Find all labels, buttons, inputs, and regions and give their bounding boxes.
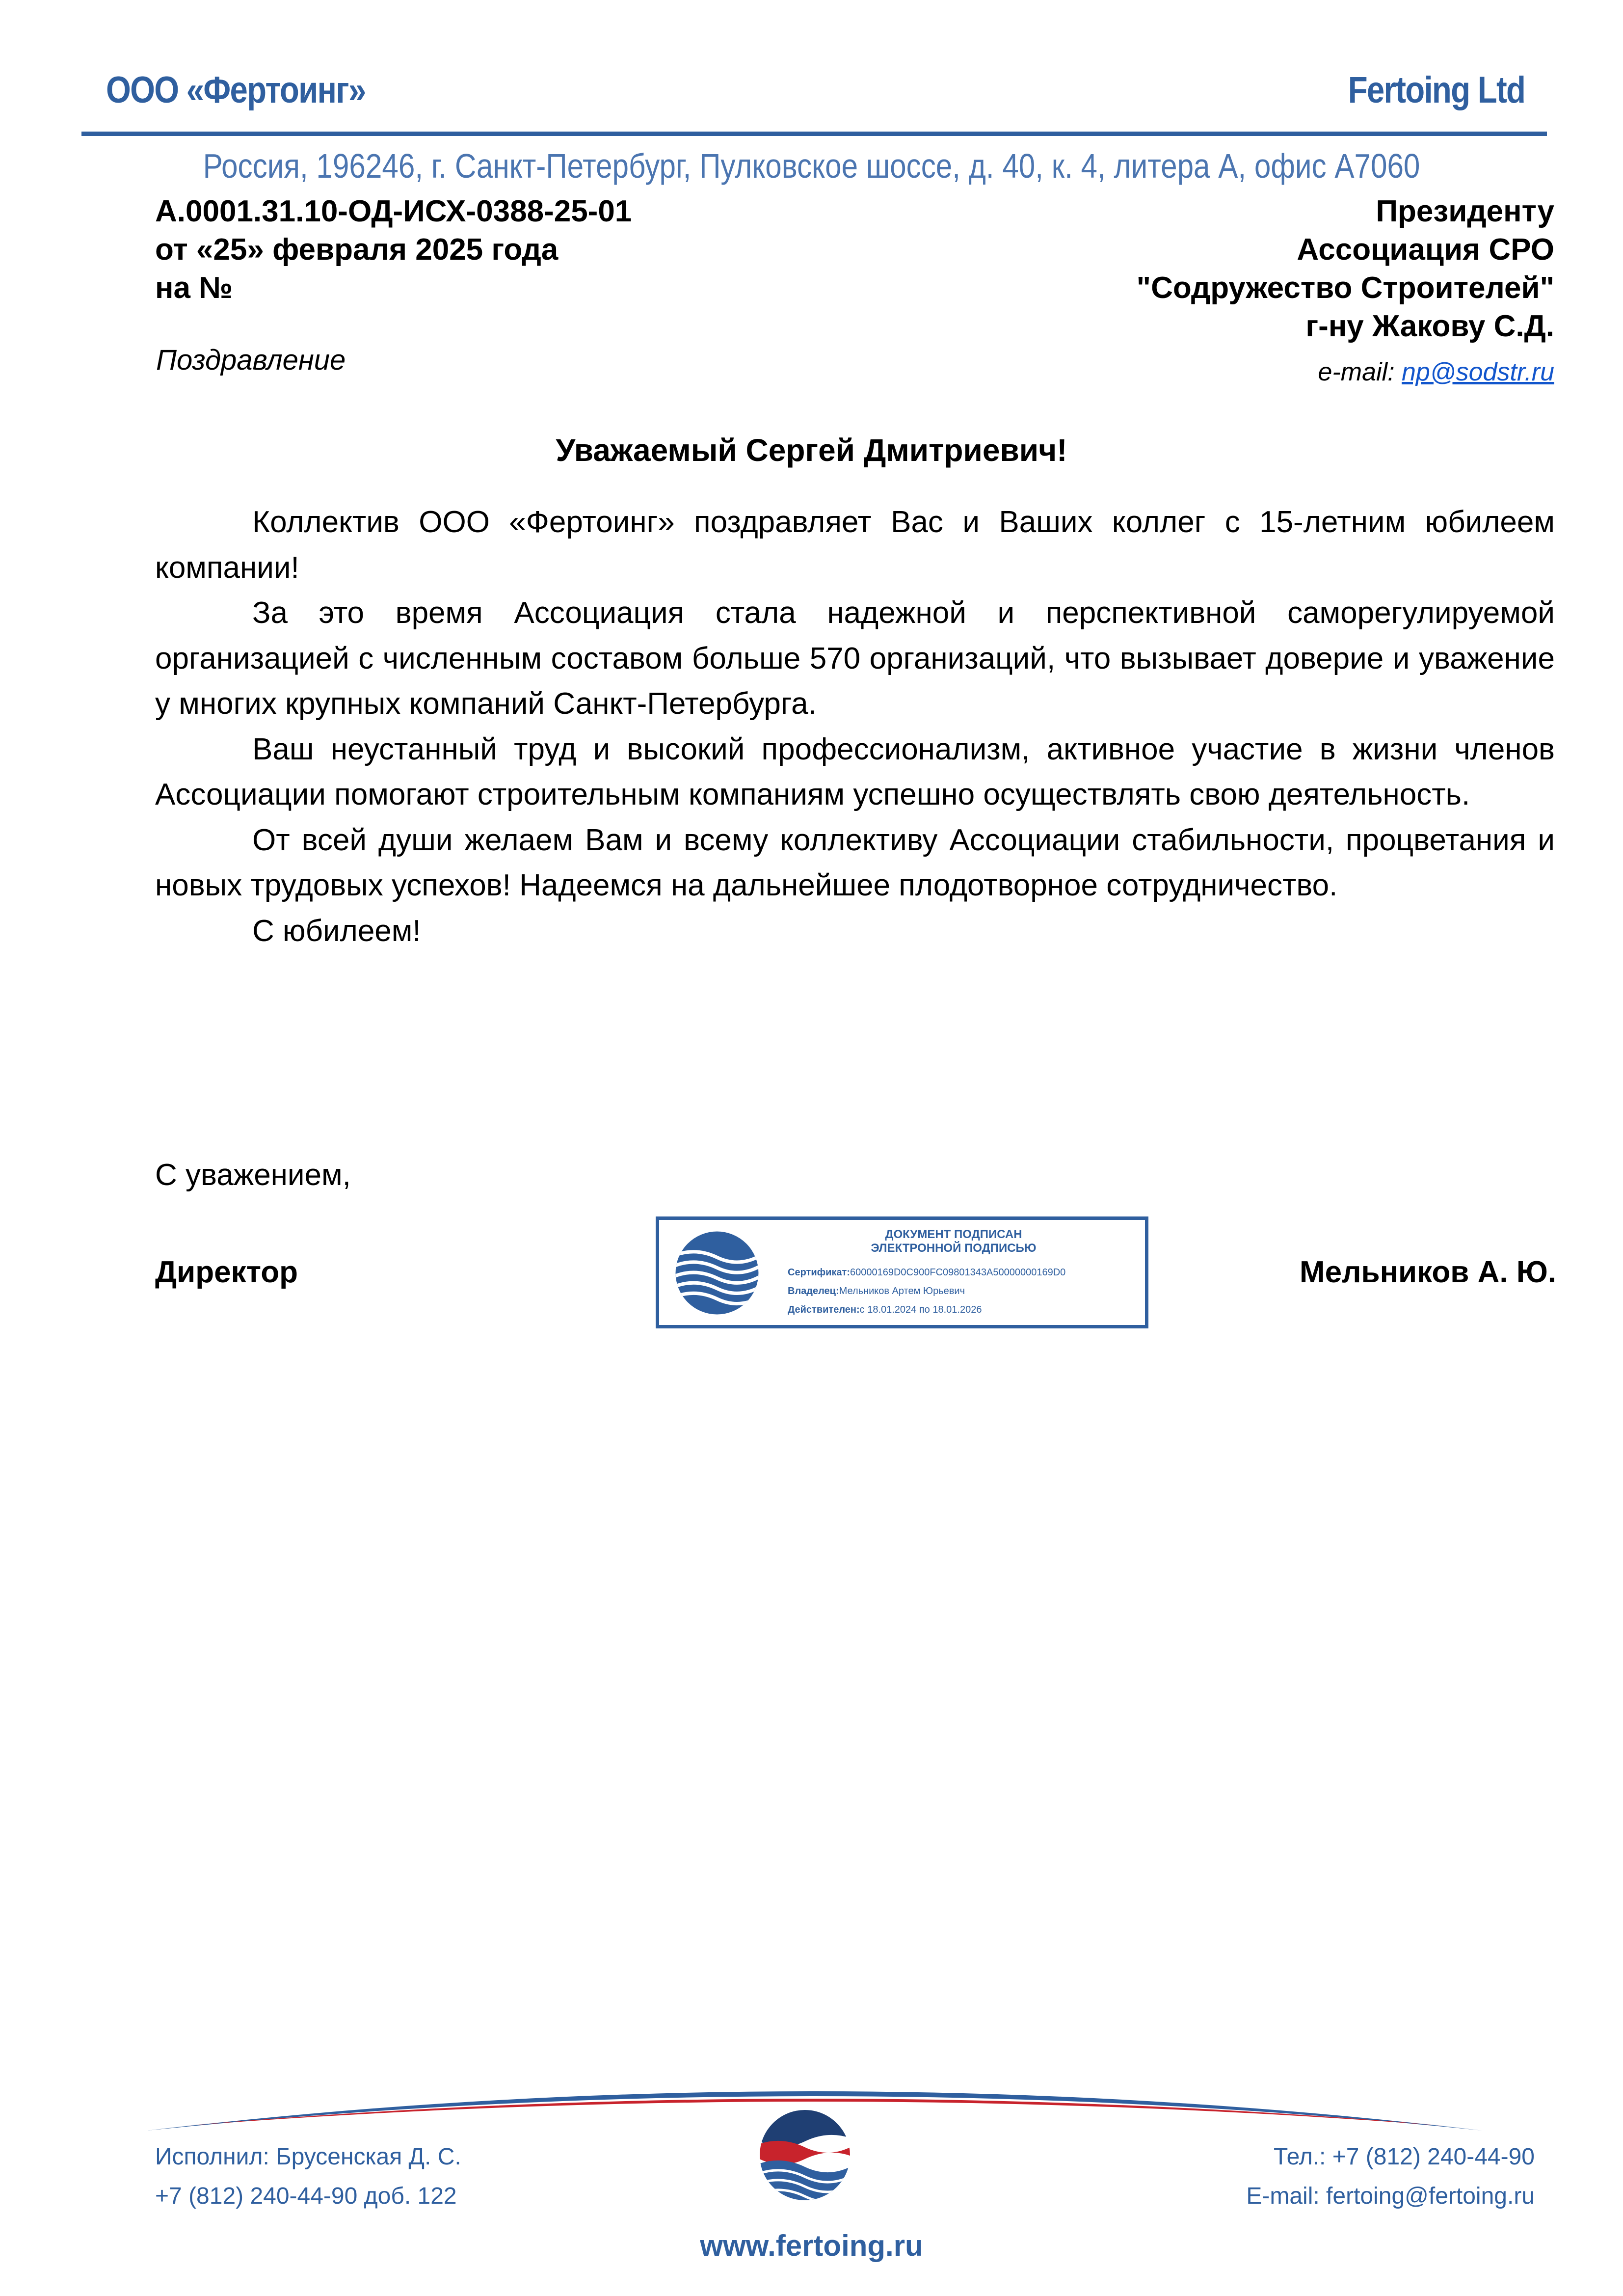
- e-signature-stamp: [656, 1216, 1148, 1328]
- body-paragraph-2: За это время Ассоциация стала надежной и перспективной саморегулируемой организацией с численным составом больше 570 организаций, что вызывает доверие и уважение у многих крупных компаний Санкт-Петербурга.: [155, 596, 1555, 721]
- company-address: Россия, 196246, г. Санкт-Петербург, Пулковское шоссе, д. 40, к. 4, литера А, офис А7060: [203, 147, 1420, 185]
- greeting: Уважаемый Сергей Дмитриевич!: [556, 432, 1067, 468]
- stamp-owner-value: Мельников Артем Юрьевич: [839, 1286, 965, 1297]
- closing: С уважением,: [155, 1158, 351, 1192]
- letter-subject: Поздравление: [156, 344, 346, 376]
- recipient-line-3: "Содружество Строителей": [1136, 271, 1554, 305]
- recipient-email-line: [1318, 357, 1554, 387]
- stamp-cert-value: 60000169D0C900FC09801343A50000000169D0: [850, 1267, 1066, 1278]
- doc-ref: на №: [155, 271, 233, 305]
- stamp-owner: [788, 1286, 965, 1297]
- body-paragraph-3: Ваш неустанный труд и высокий профессионализм, активное участие в жизни членов Ассоциации помогают строительным компаниям успешно осуществлять свою деятельность.: [155, 732, 1555, 811]
- company-logo-icon: [674, 1230, 760, 1316]
- stamp-valid-value: с 18.01.2024 по 18.01.2026: [859, 1304, 982, 1315]
- letter-body: [155, 500, 1555, 954]
- letter-meta: [155, 192, 632, 307]
- executor-name: Исполнил: Брусенская Д. С.: [155, 2144, 461, 2170]
- footer-executor: [155, 2137, 461, 2216]
- body-paragraph-4: От всей души желаем Вам и всему коллективу Ассоциации стабильности, процветания и новых трудовых успехов! Надеемся на дальнейшее плодотворное сотрудничество.: [155, 823, 1555, 902]
- executor-phone: +7 (812) 240-44-90 доб. 122: [155, 2183, 457, 2209]
- footer-phone: Тел.: +7 (812) 240-44-90: [1273, 2144, 1535, 2170]
- recipient-block: [916, 192, 1554, 346]
- stamp-title-line-2: ЭЛЕКТРОННОЙ ПОДПИСЬЮ: [871, 1242, 1037, 1255]
- recipient-line-4: г-ну Жакову С.Д.: [1305, 309, 1554, 343]
- recipient-email-label: e-mail:: [1318, 358, 1402, 386]
- body-paragraph-1: Коллектив ООО «Фертоинг» поздравляет Вас и Ваших коллег с 15-летним юбилеем компании!: [155, 505, 1555, 585]
- recipient-email-link[interactable]: np@sodstr.ru: [1402, 358, 1554, 386]
- company-name-en: Fertoing Ltd: [1348, 69, 1525, 111]
- stamp-owner-label: Владелец:: [788, 1286, 839, 1297]
- stamp-certificate: [788, 1267, 1065, 1278]
- stamp-title-line-1: ДОКУМЕНТ ПОДПИСАН: [885, 1228, 1022, 1241]
- recipient-line-2: Ассоциация СРО: [1297, 233, 1554, 267]
- footer-email: E-mail: fertoing@fertoing.ru: [1246, 2183, 1535, 2209]
- body-paragraph-5: С юбилеем!: [252, 914, 421, 948]
- signer-name: Мельников А. Ю.: [1299, 1255, 1556, 1289]
- doc-date: от «25» февраля 2025 года: [155, 233, 559, 267]
- signer-position: Директор: [155, 1255, 298, 1289]
- header-divider: [81, 132, 1547, 136]
- footer-website-link[interactable]: www.fertoing.ru: [700, 2229, 923, 2262]
- footer-logo-icon: [756, 2106, 854, 2204]
- stamp-validity: [788, 1304, 982, 1316]
- footer-contacts: [1246, 2137, 1535, 2216]
- stamp-cert-label: Сертификат:: [788, 1267, 850, 1278]
- stamp-title: [772, 1228, 1135, 1255]
- stamp-valid-label: Действителен:: [788, 1304, 860, 1315]
- doc-number: А.0001.31.10-ОД-ИСХ-0388-25-01: [155, 194, 632, 228]
- company-name-ru: ООО «Фертоинг»: [106, 69, 366, 111]
- recipient-line-1: Президенту: [1376, 194, 1554, 228]
